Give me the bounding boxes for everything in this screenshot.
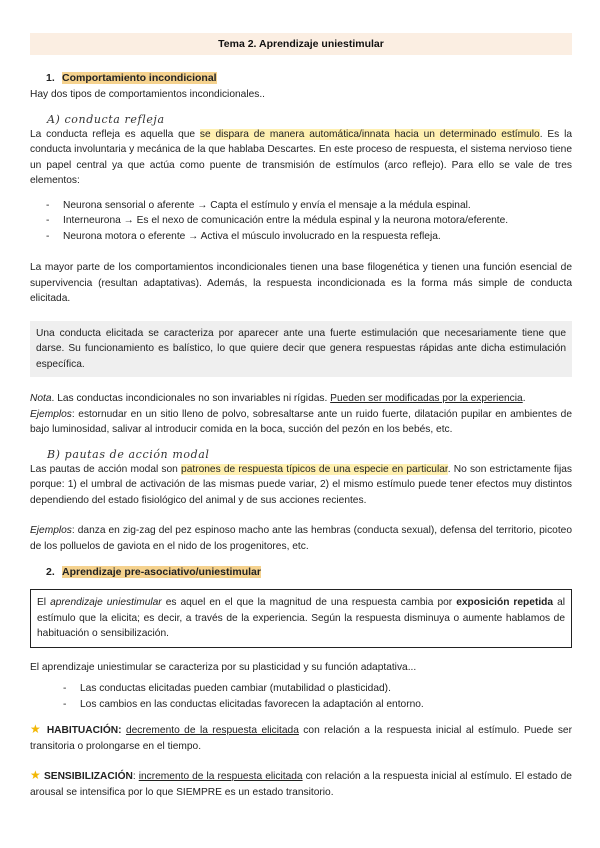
note-label: Nota (30, 393, 52, 404)
text: con relación a la respuesta inicial al estímulo. Puede ser transitoria o prolongarse en el tiempo. (30, 725, 572, 752)
text: con relación a la respuesta inicial al estímulo. El estado de arousal se intensifica por lo que SIEMPRE es un estado transitorio. (30, 771, 572, 798)
list-item: - Neurona motora o eferente → Activa el músculo involucrado en la respuesta refleja. (46, 229, 572, 245)
document-page (30, 33, 572, 800)
bold-text: exposición repetida (456, 597, 554, 608)
examples-label: Ejemplos (30, 525, 72, 536)
text: . No son estrictamente fijas porque: 1) el umbral de activación de las mismas puede variar, 2) el mismo estímulo puede tener efectos muy distintos dependiendo del estado fisiológico del animal y de sus acciones recientes. (30, 463, 572, 506)
section-title: Comportamiento incondicional (62, 72, 217, 84)
adaptation-list (30, 681, 572, 712)
sensitization-paragraph (30, 768, 572, 800)
highlight: patrones de respuesta típicos de una especie en particular (181, 463, 448, 475)
text: La conducta refleja es aquella que (30, 128, 200, 140)
text: . (522, 393, 526, 404)
habituation-label: HABITUACIÓN: (46, 725, 122, 736)
section-title: Aprendizaje pre-asociativo/uniestimular (62, 566, 261, 578)
highlight: se dispara de manera automática/innata hacia un determinado estímulo (199, 128, 540, 140)
box-text: Una conducta elicitada se caracteriza por aparecer ante una fuerte estimulación que necesariamente tiene que darse. Su funcionamiento es balístico, lo que quiere decir que genera respuestas rápidas ante dicha estimulación específica. (36, 327, 566, 370)
section-2-heading (30, 566, 572, 578)
page-title: Tema 2. Aprendizaje uniestimular (30, 33, 572, 55)
note-paragraph (30, 391, 572, 438)
list-item: - Las conductas elicitadas pueden cambiar (mutabilidad o plasticidad). (63, 681, 572, 697)
section-number: 1. (46, 72, 55, 84)
emphasis: aprendizaje uniestimular (50, 597, 162, 608)
text: : danza en zig-zag del pez espinoso macho ante las hembras (conducta sexual), defensa del territorio, picoteo de los polluelos de gaviota en el nido de los progenitores, etc. (30, 525, 572, 552)
list-item: - Interneurona → Es el nexo de comunicación entre la médula espinal y la neurona motora/eferente. (46, 213, 572, 229)
underlined-text: decremento de la respuesta elicitada (125, 725, 299, 736)
section-2-intro: El aprendizaje uniestimular se caracteriza por su plasticidad y su función adaptativa... (30, 661, 417, 673)
star-icon: ★ (30, 722, 43, 736)
text: es aquel en el que la magnitud de una respuesta cambia por (161, 597, 457, 608)
definition-text (37, 595, 565, 642)
subsection-a-heading: A) conducta refleja (47, 112, 165, 126)
phylogenetic-paragraph: La mayor parte de los comportamientos incondicionales tienen una base filogenética y tienen una función esencial de supervivencia (resultan adaptativas). Además, la respuesta incondicionada es la forma más simple de conducta elicitada. (30, 262, 572, 304)
text: . Las conductas incondicionales no son invariables ni rígidas. (51, 393, 331, 404)
star-icon: ★ (30, 768, 41, 782)
elicited-conduct-box (30, 321, 572, 378)
sensitization-label: SENSIBILIZACIÓN (43, 771, 133, 782)
section-number: 2. (46, 566, 55, 578)
section-1-intro: Hay dos tipos de comportamientos incondicionales.. (30, 89, 266, 100)
definition-box (30, 589, 572, 648)
subsection-b-heading: B) pautas de acción modal (47, 447, 210, 461)
neuron-list (30, 198, 572, 245)
modal-examples-paragraph (30, 523, 572, 554)
text: : estornudar en un sitio lleno de polvo, sobresaltarse ante un ruido fuerte, dilatación pupilar en ambientes de bajo luminosidad, salivar al introducir comida en la boca, succión del pezón en los bebés, etc. (30, 408, 572, 435)
text: . Es la conducta involuntaria y mecánica de la que hablaba Descartes. En este proceso de respuesta, el sistema nervioso tiene un papel central ya que actúa como puente de transmisión de estímulos (arco reflejo). Para ello se vale de tres elementos: (30, 128, 572, 186)
text: El (37, 597, 51, 608)
text: Las pautas de acción modal son (30, 463, 182, 475)
reflex-paragraph (30, 127, 572, 189)
text: al estímulo que la elicita; es decir, a través de la experiencia. Según la respuesta disminuya o aumente hablamos de habituación o sensibilización. (37, 597, 565, 639)
examples-label: Ejemplos (30, 408, 72, 420)
underlined-text: incremento de la respuesta elicitada (138, 771, 303, 782)
modal-action-paragraph (30, 462, 572, 509)
habituation-paragraph (30, 722, 572, 754)
list-item: - Los cambios en las conductas elicitadas favorecen la adaptación al entorno. (63, 697, 572, 713)
underlined-text: Pueden ser modificadas por la experiencia (330, 393, 523, 404)
list-item: - Neurona sensorial o aferente → Capta el estímulo y envía el mensaje a la médula espinal. (46, 198, 572, 214)
text: : (132, 771, 139, 782)
section-1-heading (30, 72, 572, 84)
